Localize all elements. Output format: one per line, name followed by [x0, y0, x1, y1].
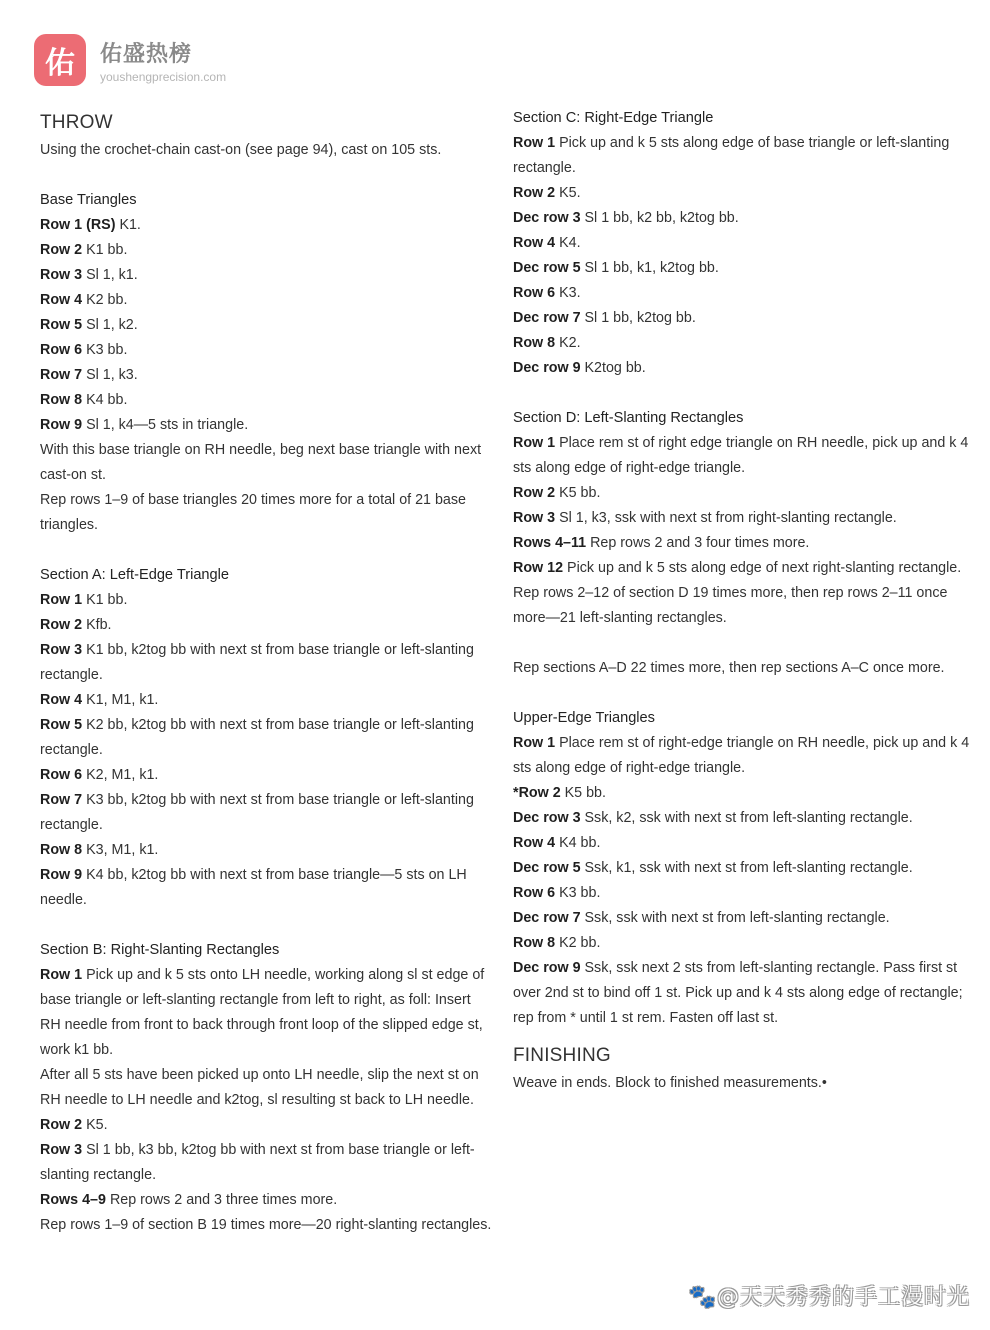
instruction-row: Row 1 Place rem st of right-edge triangle on RH needle, pick up and k 4 sts along edge of right-edge triangle. [513, 735, 970, 776]
base-triangles-note: Rep rows 1–9 of base triangles 20 times more for a total of 21 base triangles. [40, 492, 466, 533]
finishing-text: Weave in ends. Block to finished measurements.• [513, 1075, 827, 1091]
section-a-rows [40, 588, 495, 913]
brand-name: 佑盛热榜 [100, 41, 193, 67]
instruction-row: Row 2 K5. [513, 185, 581, 201]
instruction-row: *Row 2 K5 bb. [513, 785, 606, 801]
instruction-row: Row 9 Sl 1, k4—5 sts in triangle. [40, 417, 249, 433]
instruction-row: Row 4 K4. [513, 235, 581, 251]
base-triangles-heading: Base Triangles [40, 192, 137, 208]
instruction-row: Row 3 K1 bb, k2tog bb with next st from base triangle or left-slanting rectangle. [40, 642, 474, 683]
instruction-row: Row 6 K3 bb. [40, 342, 128, 358]
section-b-heading: Section B: Right-Slanting Rectangles [40, 942, 280, 958]
instruction-row: Row 8 K2 bb. [513, 935, 601, 951]
right-column [513, 106, 973, 1096]
instruction-row: Row 3 Sl 1 bb, k3 bb, k2tog bb with next st from base triangle or left-slanting rectangle. [40, 1142, 475, 1183]
instruction-row: Rows 4–11 Rep rows 2 and 3 four times more. [513, 535, 810, 551]
instruction-row: Dec row 7 Ssk, ssk with next st from left-slanting rectangle. [513, 910, 890, 926]
brand-watermark [34, 34, 226, 86]
author-watermark: 🐾@天天秀秀的手工漫时光 [688, 1285, 970, 1310]
instruction-row: Row 4 K2 bb. [40, 292, 128, 308]
instruction-row: Row 1 Pick up and k 5 sts along edge of base triangle or left-slanting rectangle. [513, 135, 950, 176]
instruction-row: Row 7 Sl 1, k3. [40, 367, 138, 383]
instruction-row: Row 9 K4 bb, k2tog bb with next st from base triangle—5 sts on LH needle. [40, 867, 467, 908]
instruction-row: Dec row 9 Ssk, ssk next 2 sts from left-slanting rectangle. Pass first st over 2nd st to bind off 1 st. Pick up and k 4 sts along edge of rectangle; rep from * until 1 st rem. Fasten off last st. [513, 960, 963, 1026]
instruction-row: Row 7 K3 bb, k2tog bb with next st from base triangle or left-slanting rectangle. [40, 792, 474, 833]
finishing-heading: FINISHING [513, 1045, 611, 1066]
instruction-row: Row 4 K4 bb. [513, 835, 601, 851]
section-d-note: Rep rows 2–12 of section D 19 times more, then rep rows 2–11 once more—21 left-slanting rectangles. [513, 585, 948, 626]
upper-edge-heading: Upper-Edge Triangles [513, 710, 655, 726]
instruction-row: Row 8 K4 bb. [40, 392, 128, 408]
instruction-row: Row 5 K2 bb, k2tog bb with next st from base triangle or left-slanting rectangle. [40, 717, 474, 758]
brand-logo: 佑 [34, 34, 86, 86]
section-d-heading: Section D: Left-Slanting Rectangles [513, 410, 744, 426]
instruction-row: Row 1 Place rem st of right edge triangle on RH needle, pick up and k 4 sts along edge of right-edge triangle. [513, 435, 969, 476]
instruction-row: Row 3 Sl 1, k1. [40, 267, 138, 283]
instruction-row: Rows 4–9 Rep rows 2 and 3 three times more. [40, 1192, 338, 1208]
instruction-row: Row 12 Pick up and k 5 sts along edge of next right-slanting rectangle. [513, 560, 962, 576]
section-c-rows [513, 131, 973, 381]
throw-intro: Using the crochet-chain cast-on (see page 94), cast on 105 sts. [40, 142, 442, 158]
instruction-row: Row 3 Sl 1, k3, ssk with next st from right-slanting rectangle. [513, 510, 897, 526]
section-b-note: After all 5 sts have been picked up onto LH needle, slip the next st on RH needle to LH needle and k2tog, sl resulting st back to LH needle. [40, 1067, 479, 1108]
instruction-row: Dec row 9 K2tog bb. [513, 360, 646, 376]
section-d-note: Rep sections A–D 22 times more, then rep sections A–C once more. [513, 660, 945, 676]
left-column [40, 108, 495, 1238]
instruction-row: Row 6 K3. [513, 285, 581, 301]
instruction-row: Row 1 Pick up and k 5 sts onto LH needle, working along sl st edge of base triangle or left-slanting rectangle from left to right, as foll: Insert RH needle from front to back through front loop of the slipped edge st, work k1 bb. [40, 967, 485, 1058]
instruction-row: Row 5 Sl 1, k2. [40, 317, 138, 333]
instruction-row: Dec row 3 Sl 1 bb, k2 bb, k2tog bb. [513, 210, 739, 226]
instruction-row: Dec row 5 Ssk, k1, ssk with next st from left-slanting rectangle. [513, 860, 913, 876]
instruction-row: Dec row 3 Ssk, k2, ssk with next st from left-slanting rectangle. [513, 810, 913, 826]
brand-text [100, 37, 226, 84]
instruction-row: Row 6 K3 bb. [513, 885, 601, 901]
instruction-row: Row 8 K3, M1, k1. [40, 842, 159, 858]
section-a-heading: Section A: Left-Edge Triangle [40, 567, 230, 583]
section-b-note: Rep rows 1–9 of section B 19 times more—20 right-slanting rectangles. [40, 1217, 492, 1233]
section-c-heading: Section C: Right-Edge Triangle [513, 110, 714, 126]
instruction-row: Dec row 5 Sl 1 bb, k1, k2tog bb. [513, 260, 719, 276]
instruction-row: Row 8 K2. [513, 335, 581, 351]
base-triangles-rows [40, 213, 495, 438]
brand-url: youshengprecision.com [100, 69, 227, 84]
instruction-row: Row 2 K1 bb. [40, 242, 128, 258]
section-b-rows [40, 1113, 495, 1213]
throw-heading: THROW [40, 112, 113, 133]
section-d-rows [513, 431, 973, 581]
instruction-row: Row 2 K5. [40, 1117, 108, 1133]
base-triangles-note: With this base triangle on RH needle, beg next base triangle with next cast-on st. [40, 442, 482, 483]
upper-edge-rows [513, 731, 973, 1031]
instruction-row: Row 1 K1 bb. [40, 592, 128, 608]
instruction-row: Row 4 K1, M1, k1. [40, 692, 159, 708]
instruction-row: Row 6 K2, M1, k1. [40, 767, 159, 783]
instruction-row: Row 2 K5 bb. [513, 485, 601, 501]
instruction-row: Row 1 (RS) K1. [40, 217, 141, 233]
instruction-row: Row 2 Kfb. [40, 617, 112, 633]
instruction-row: Dec row 7 Sl 1 bb, k2tog bb. [513, 310, 696, 326]
